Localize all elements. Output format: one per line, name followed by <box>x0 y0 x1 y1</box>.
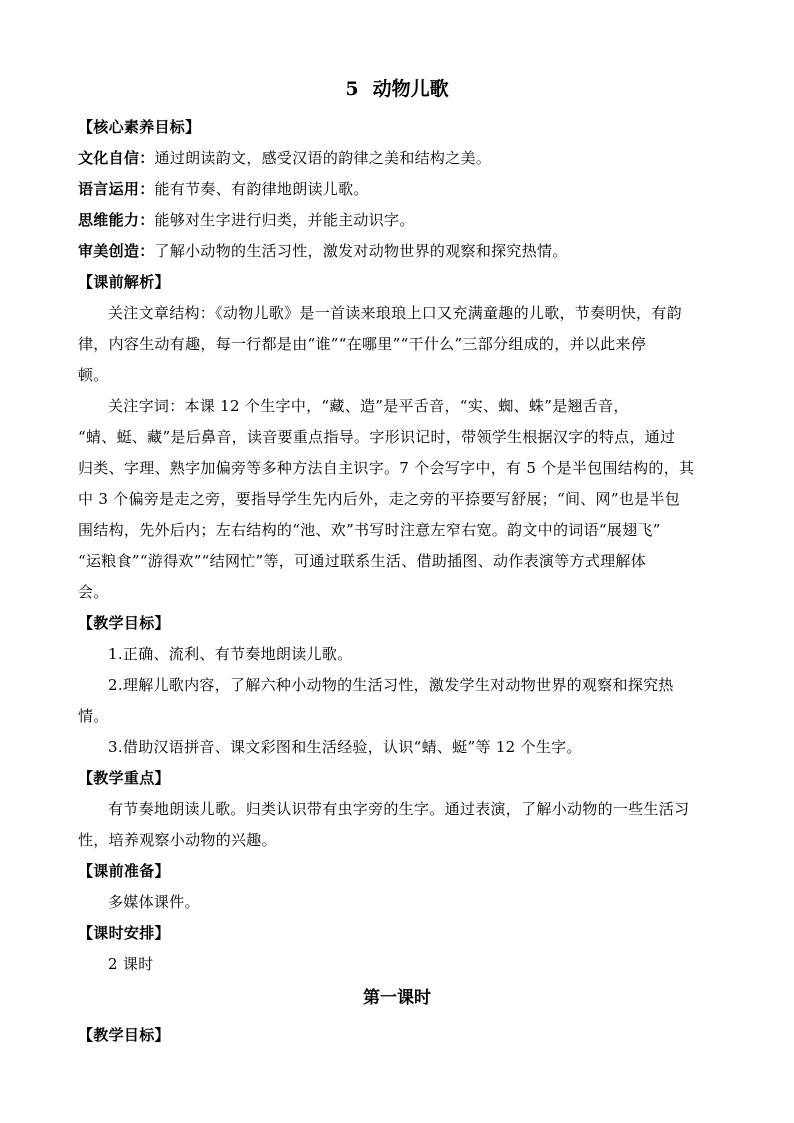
teaching-goals-heading: 【教学目标】 <box>78 614 170 632</box>
pre-analysis-heading: 【课前解析】 <box>78 273 170 291</box>
teaching-goal-item: 2.理解儿歌内容，了解六种小动物的生活习性，激发学生对动物世界的观察和探究热 <box>108 676 674 694</box>
first-lesson-title: 第一课时 <box>363 988 431 1008</box>
core-goal-text: 通过朗读韵文，感受汉语的韵律之美和结构之美。 <box>154 149 492 167</box>
analysis-para2-line: “蜻、蜓、藏”是后鼻音，读音要重点指导。字形识记时，带领学生根据汉字的特点，通过 <box>78 428 676 446</box>
schedule-text: 2 课时 <box>108 955 154 973</box>
lesson-title-text: 动物儿歌 <box>372 78 449 100</box>
schedule-heading: 【课时安排】 <box>78 924 170 942</box>
analysis-para2-line: 中 3 个偏旁是走之旁，要指导学生先内后外，走之旁的平捺要写舒展；“间、网”也是半包 <box>78 490 681 508</box>
core-goal-item <box>78 179 369 199</box>
core-goal-item <box>78 210 415 230</box>
analysis-para2-line: “运粮食”“游得欢”“结网忙”等，可通过联系生活、借助插图、动作表演等方式理解体 <box>78 552 647 570</box>
core-goal-label: 审美创造： <box>78 242 155 260</box>
analysis-para1-line: 律，内容生动有趣，每一行都是由“谁”“在哪里”“干什么”三部分组成的，并以此来停 <box>78 335 647 353</box>
lesson-title <box>0 76 794 102</box>
analysis-para1-line: 关注文章结构：《动物儿歌》是一首读来琅琅上口又充满童趣的儿歌，节奏明快，有韵 <box>108 304 682 322</box>
preparation-heading: 【课前准备】 <box>78 862 170 880</box>
core-goal-text: 能有节奏、有韵律地朗读儿歌。 <box>154 180 369 198</box>
teaching-goal-item: 情。 <box>78 707 109 725</box>
core-goal-text: 能够对生字进行归类，并能主动识字。 <box>154 211 415 229</box>
lesson-number: 5 <box>345 78 359 100</box>
core-goal-label: 语言运用： <box>78 180 155 198</box>
core-goal-label: 文化自信： <box>78 149 155 167</box>
teaching-goal-item: 3.借助汉语拼音、课文彩图和生活经验，认识“蜻、蜓”等 12 个生字。 <box>108 738 582 756</box>
core-goal-item <box>78 148 491 168</box>
analysis-para2-line: 会。 <box>78 583 109 601</box>
analysis-para2-line: 围结构，先外后内；左右结构的“池、欢”书写时注意左窄右宽。韵文中的词语“展翅飞” <box>78 521 661 539</box>
core-goal-label: 思维能力： <box>78 211 155 229</box>
teaching-goal-item: 1.正确、流利、有节奏地朗读儿歌。 <box>108 645 353 663</box>
first-lesson-goals-heading: 【教学目标】 <box>78 1026 170 1044</box>
key-points-line: 有节奏地朗读儿歌。归类认识带有虫字旁的生字。通过表演，了解小动物的一些生活习 <box>108 800 690 818</box>
core-goals-heading: 【核心素养目标】 <box>78 118 201 136</box>
key-points-line: 性，培养观察小动物的兴趣。 <box>78 831 277 849</box>
core-goal-text: 了解小动物的生活习性，激发对动物世界的观察和探究热情。 <box>154 242 568 260</box>
preparation-text: 多媒体课件。 <box>108 893 200 911</box>
analysis-para2-line: 关注字词：本课 12 个生字中，“藏、造”是平舌音，“实、蜘、蛛”是翘舌音， <box>108 397 629 415</box>
analysis-para1-line: 顿。 <box>78 366 109 384</box>
analysis-para2-line: 归类、字理、熟字加偏旁等多种方法自主识字。7 个会写字中，有 5 个是半包围结构的，其 <box>78 459 695 477</box>
key-points-heading: 【教学重点】 <box>78 769 170 787</box>
core-goal-item <box>78 241 568 261</box>
